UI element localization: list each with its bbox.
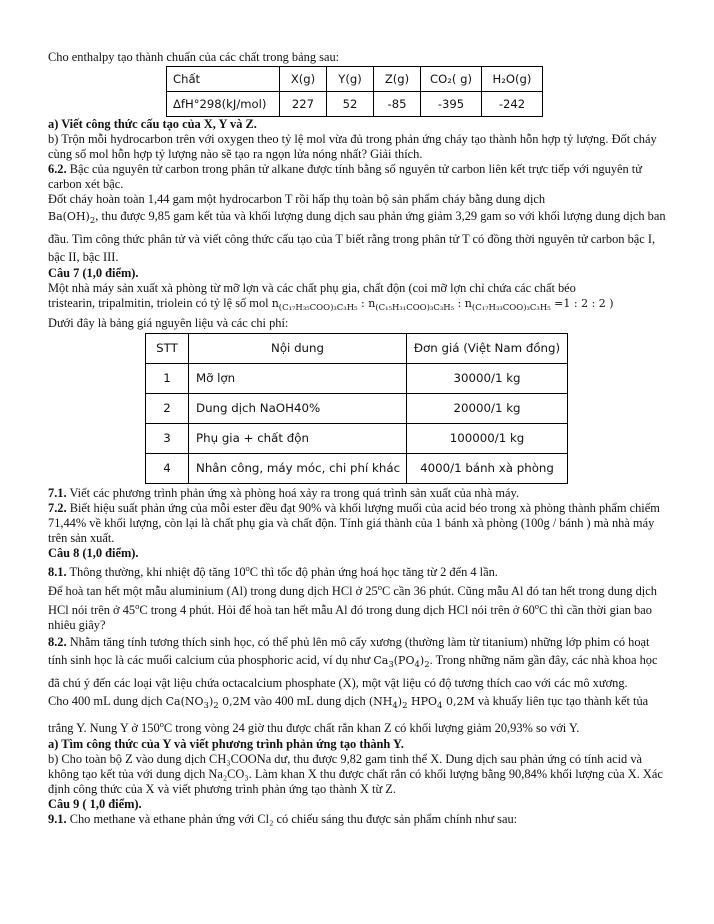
table-row <box>146 454 568 484</box>
stt-cell: 3 <box>146 424 189 454</box>
formula-baoh2: $Ba(OH)_2$ <box>48 210 96 226</box>
formula-cano32: $Ca(NO_3)_2$ 0,2M <box>165 695 251 711</box>
question-7-1: 7.1. Viết các phương trình phản ứng xà phòng hoá xảy ra trong quá trình sản xuất của nhà máy. <box>48 486 520 500</box>
cost-header-row <box>146 334 568 364</box>
header-cell: CO₂( g) <box>421 67 482 92</box>
intro-line: Cho enthalpy tạo thành chuẩn của các chất trong bảng sau: <box>48 50 340 64</box>
formula-ca3po42: $Ca_3(PO_4)_2$ <box>373 654 430 670</box>
header-cell: Chất <box>167 67 280 92</box>
header-cell: Nội dung <box>189 334 407 364</box>
question-6b: b) Trộn mỗi hydrocarbon trên với oxygen theo tỷ lệ mol vừa đủ trong phản ứng cháy tạo thành hỗn hợp tỷ lượng. Đốt cháy cùng số mol hỗn hợp tỷ lượng nào sẽ tạo ra ngọn lửa nóng nhất? Giải thích. <box>48 132 657 161</box>
price-cell: 20000/1 kg <box>407 394 568 424</box>
enthalpy-table <box>166 66 543 117</box>
header-cell: Đơn giá (Việt Nam đồng) <box>407 334 568 364</box>
document-page <box>48 50 666 827</box>
price-cell: 4000/1 bánh xà phòng <box>407 454 568 484</box>
header-cell: Y(g) <box>327 67 374 92</box>
value-cell: 52 <box>327 92 374 117</box>
table-row <box>146 364 568 394</box>
question-6-2: 6.2. Bậc của nguyên tử carbon trong phân tử alkane được tính bằng số nguyên tử carbon liên kết trực tiếp với nguyên tử carbon xét bậc. <box>48 162 642 191</box>
question-7-body2: tristearin, tripalmitin, triolein có tỷ lệ số mol $n_{(C_{17}H_{35}COO)_3C_3H_5}$ : $n_{(C_{15}H_{31}COO)_3C_3H_5}$ : $n_{(C_{17}H_{33}COO)_3C_3H_5} =1$ : 2 : 2 ) <box>48 296 614 313</box>
value-cell: -395 <box>421 92 482 117</box>
item-cell: Dung dịch NaOH40% <box>189 394 407 424</box>
question-8-1: 8.1. Thông thường, khi nhiệt độ tăng 10$^o$C thì tốc độ phản ứng hoá học tăng từ 2 đến 4 lần. <box>48 563 498 579</box>
question-8-2a: a) Tìm công thức của Y và viết phương trình phản ứng tạo thành Y. <box>48 737 404 751</box>
row-label: ΔfH°298(kJ/mol) <box>167 92 280 117</box>
stt-cell: 2 <box>146 394 189 424</box>
question-9-title: Câu 9 ( 1,0 điểm). <box>48 797 142 811</box>
table-row <box>146 424 568 454</box>
cost-table <box>145 333 568 484</box>
enthalpy-header-row <box>167 67 543 92</box>
question-7-title: Câu 7 (1,0 điểm). <box>48 266 139 280</box>
header-cell: STT <box>146 334 189 364</box>
item-cell: Phụ gia + chất độn <box>189 424 407 454</box>
question-6a: a) Viết công thức cấu tạo của X, Y và Z. <box>48 117 257 131</box>
question-6-2-body1: Đốt cháy hoàn toàn 1,44 gam một hydrocarbon T rồi hấp thụ toàn bộ sản phẩm cháy bằng dung dịch <box>48 192 546 206</box>
question-7-table-intro: Dưới đây là bảng giá nguyên liệu và các chi phí: <box>48 316 289 330</box>
value-cell: -85 <box>374 92 421 117</box>
price-cell: 30000/1 kg <box>407 364 568 394</box>
table-row <box>146 394 568 424</box>
value-cell: -242 <box>482 92 543 117</box>
item-cell: Mỡ lợn <box>189 364 407 394</box>
question-8-1-body: Để hoà tan hết một mẫu aluminium (Al) trong dung dịch HCl ở 25$^o$C cần 36 phút. Cũng mẫu Al đó tan hết trong dung dịch HCl nói trên ở 45$^o$C trong 4 phút. Hỏi để hoà tan hết mẫu Al đó trong dung dịch HCl nói trên ở 60$^o$C thì cần thời gian bao nhiêu giây? <box>48 582 657 632</box>
question-7-2: 7.2. Biết hiệu suất phản ứng của mỗi ester đều đạt 90% và khối lượng muối của acid béo trong xà phòng thành phẩm chiếm 71,44% về khối lượng, còn lại là chất phụ gia và chất độn. Tính giá thành của 1 bánh xà phòng (100g / bánh ) mà nhà máy trên sản xuất. <box>48 501 660 545</box>
header-cell: Z(g) <box>374 67 421 92</box>
enthalpy-value-row <box>167 92 543 117</box>
header-cell: H₂O(g) <box>482 67 543 92</box>
item-cell: Nhân công, máy móc, chi phí khác <box>189 454 407 484</box>
stt-cell: 4 <box>146 454 189 484</box>
question-6-2-body2: $Ba(OH)_2$, thu được 9,85 gam kết tủa và khối lượng dung dịch sau phản ứng giảm 3,29 gam so với khối lượng dung dịch ban đầu. Tìm công thức phân tử và viết công thức cấu tạo của T biết rằng trong phân tử T có đồng thời nguyên tử carbon bậc I, bậc II, bậc III. <box>48 209 666 264</box>
question-8-2-body: Cho 400 mL dung dịch $Ca(NO_3)_2$ 0,2M vào 400 mL dung dịch $(NH_4)_2$ $HPO_4$ 0,2M và khuấy liên tục tạo thành kết tủa trắng Y. Nung Y ở 150$^o$C trong vòng 24 giờ thu được chất rắn khan Z có khối lượng giảm 20,93% so với Y. <box>48 694 649 735</box>
question-8-title: Câu 8 (1,0 điểm). <box>48 546 139 560</box>
question-9-1: 9.1. Cho methane và ethane phản ứng với Cl₂ có chiếu sáng thu được sản phẩm chính như sau: <box>48 812 518 826</box>
header-cell: X(g) <box>280 67 327 92</box>
formula-nh42hpo4: $(NH_4)_2$ $HPO_4$ 0,2M <box>368 695 475 711</box>
price-cell: 100000/1 kg <box>407 424 568 454</box>
question-8-2: 8.2. Nhằm tăng tính tương thích sinh học, có thể phủ lên mô cấy xương (thường làm từ titanium) những lớp phim có hoạt tính sinh học là các muối calcium của phosphoric acid, ví dụ như $Ca_3(PO_4)_2$. Trong những năm gần đây, các nhà khoa học đã chú ý đến các loại vật liệu chứa octacalcium phosphate (X), một vật liệu có độ tương thích cao với các mô xương. <box>48 635 658 690</box>
stt-cell: 1 <box>146 364 189 394</box>
mole-ratio-formula: $n_{(C_{17}H_{35}COO)_3C_3H_5}$ : $n_{(C_{15}H_{31}COO)_3C_3H_5}$ : $n_{(C_{17}H_{33}COO)_3C_3H_5} =1$ : 2 : 2 ) <box>271 297 614 313</box>
label: 6.2. <box>48 162 67 176</box>
question-8-2b: b) Cho toàn bộ Z vào dung dịch CH₃COONa dư, thu được 9,82 gam tinh thể X. Dung dịch sau phản ứng có tính acid và không tạo kết tủa với dung dịch Na₂CO₃. Làm khan X thu được chất rắn có khối lượng bằng 90,84% khối lượng của X. Xác định công thức của X và viết phương trình phản ứng tạo thành X từ Z. <box>48 752 663 796</box>
value-cell: 227 <box>280 92 327 117</box>
question-7-body1: Một nhà máy sản xuất xà phòng từ mỡ lợn và các chất phụ gia, chất độn (coi mỡ lợn chỉ chứa các chất béo <box>48 281 576 295</box>
